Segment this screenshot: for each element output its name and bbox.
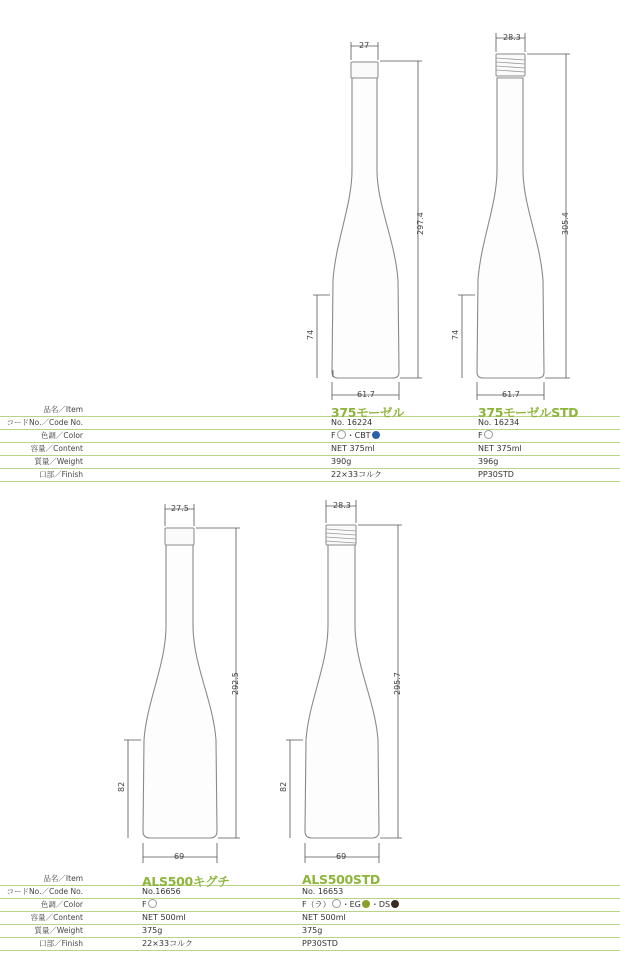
label-weight: 質量／Weight (34, 926, 83, 935)
weight-4: 375g (302, 926, 323, 935)
row-weight (0, 456, 620, 469)
color-1 (331, 430, 381, 442)
content-2: NET 375ml (478, 444, 522, 453)
code-4: No. 16653 (302, 887, 344, 896)
bottle-drawings-bottom (0, 495, 620, 875)
row-content (0, 443, 620, 456)
flint-swatch (332, 899, 341, 908)
bottle-375-mosel-std (477, 54, 544, 378)
dim-height-3: 292.5 (231, 672, 240, 695)
dim-height-4: 295.7 (393, 672, 402, 695)
row-weight (0, 925, 620, 938)
color-extra-ds: ・DS (370, 900, 391, 909)
flint-swatch (148, 899, 157, 908)
dim-lower-3: 82 (117, 781, 126, 792)
color-extra-1: ・CBT (346, 431, 371, 440)
dim-top-4: 28.3 (333, 501, 351, 510)
finish-3: 22×33コルク (142, 939, 193, 948)
row-code (0, 886, 620, 899)
product-name-4: ALS500STD (302, 872, 380, 887)
label-code: コードNo.／Code No. (6, 887, 83, 896)
dim-lower-1: 74 (306, 329, 315, 340)
code-3: No.16656 (142, 887, 181, 896)
label-item: 品名／Item (43, 405, 83, 414)
eg-swatch (362, 900, 370, 908)
row-color (0, 430, 620, 443)
weight-2: 396g (478, 457, 499, 466)
dim-base-2: 61.7 (502, 390, 520, 399)
color-text-2: F (478, 431, 483, 440)
dim-height-2: 305.4 (561, 212, 570, 235)
dim-lower-4: 82 (279, 781, 288, 792)
label-color: 色調／Color (40, 431, 83, 440)
flint-swatch (484, 430, 493, 439)
label-finish: 口部／Finish (39, 470, 83, 479)
dim-top-1: 27 (359, 41, 370, 50)
ds-swatch (391, 900, 399, 908)
dim-lower-2: 74 (451, 329, 460, 340)
label-content: 容量／Content (30, 444, 83, 453)
dim-base-4: 69 (336, 852, 347, 861)
bottle-375-mosel (332, 62, 399, 378)
color-4 (302, 899, 400, 911)
content-1: NET 375ml (331, 444, 375, 453)
dim-top-2: 28.3 (503, 33, 521, 42)
color-3 (142, 899, 158, 911)
product-name-3: ALS500キグチ (142, 874, 230, 889)
product-name-1: 375モーゼル (331, 405, 405, 420)
cbt-swatch (372, 431, 380, 439)
dim-base-1: 61.7 (357, 390, 375, 399)
content-3: NET 500ml (142, 913, 186, 922)
color-text-3: F (142, 900, 147, 909)
label-code: コードNo.／Code No. (6, 418, 83, 427)
finish-4: PP30STD (302, 939, 338, 948)
label-content: 容量／Content (30, 913, 83, 922)
dim-top-3: 27.5 (171, 504, 189, 513)
bottle-als500-std (305, 525, 379, 838)
color-text-4: F（ラ） (302, 900, 331, 909)
dim-height-1: 297.4 (416, 212, 425, 235)
label-item: 品名／Item (43, 874, 83, 883)
row-item (0, 872, 620, 889)
row-code (0, 417, 620, 430)
color-2 (478, 430, 494, 442)
bottle-drawings-top (0, 0, 620, 405)
row-finish (0, 469, 620, 482)
code-2: No. 16234 (478, 418, 520, 427)
color-extra-eg: ・EG (341, 900, 361, 909)
finish-2: PP30STD (478, 470, 514, 479)
finish-1: 22×33コルク (331, 470, 382, 479)
product-name-2: 375モーゼルSTD (478, 405, 579, 420)
row-finish (0, 938, 620, 951)
row-content (0, 912, 620, 925)
dim-base-3: 69 (174, 852, 185, 861)
color-text-1: F (331, 431, 336, 440)
row-item (0, 404, 620, 420)
label-color: 色調／Color (40, 900, 83, 909)
weight-1: 390g (331, 457, 352, 466)
weight-3: 375g (142, 926, 163, 935)
content-4: NET 500ml (302, 913, 346, 922)
flint-swatch (337, 430, 346, 439)
label-weight: 質量／Weight (34, 457, 83, 466)
row-color (0, 899, 620, 912)
label-finish: 口部／Finish (39, 939, 83, 948)
bottle-als500-kiguchi (143, 528, 217, 838)
code-1: No. 16224 (331, 418, 373, 427)
